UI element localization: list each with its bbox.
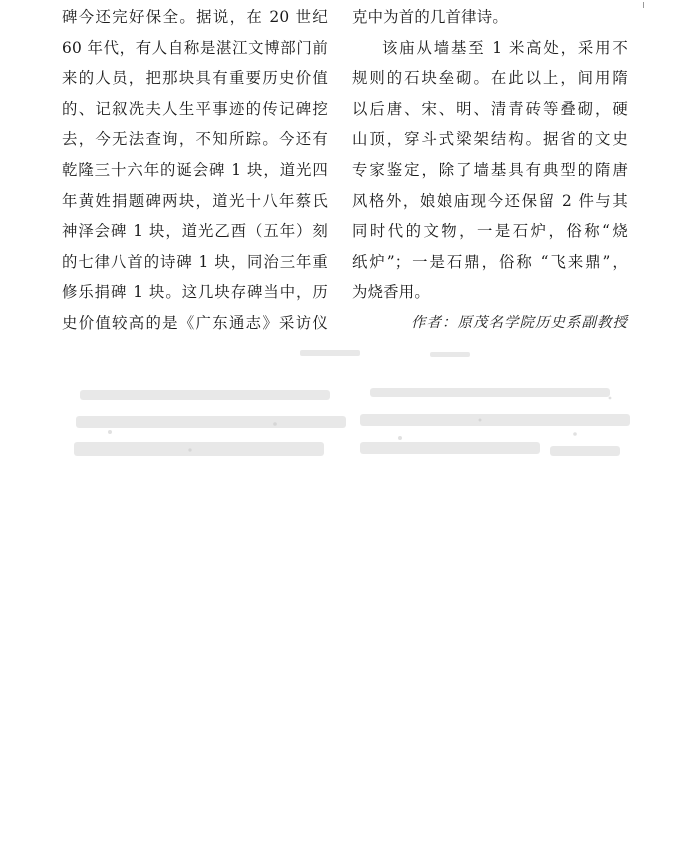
left-line-3: 来的人员，把那块具有重要历史价值	[62, 69, 328, 88]
right-line-4: 以后唐、宋、明、清青砖等叠砌，硬	[352, 99, 628, 118]
left-line-9: 的七律八首的诗碑 1 块，同治三年重	[62, 252, 328, 271]
left-line-4: 的、记叙冼夫人生平事迹的传记碑挖	[62, 99, 328, 118]
left-line-7: 年黄姓捐题碑两块，道光十八年蔡氏	[62, 191, 328, 210]
right-line-3: 规则的石块垒砌。在此以上，间用隋	[352, 69, 628, 88]
right-text-column	[352, 2, 628, 339]
left-line-6: 乾隆三十六年的诞会碑 1 块，道光四	[62, 160, 328, 179]
left-line-10: 修乐捐碑 1 块。这几块存碑当中，历	[62, 283, 328, 302]
faded-scan-residue	[70, 350, 640, 480]
left-line-8: 神泽会碑 1 块，道光乙酉（五年）刻	[62, 222, 328, 241]
left-line-11: 史价值较高的是《广东通志》采访仪	[62, 313, 328, 332]
left-text-column	[62, 2, 328, 339]
right-line-6: 专家鉴定，除了墙基具有典型的隋唐	[352, 160, 628, 179]
right-line-10: 为烧香用。	[352, 283, 430, 302]
right-line-2: 该庙从墙基至 1 米高处，采用不	[382, 38, 628, 57]
left-line-5: 去，今无法查询，不知所踪。今还有	[62, 130, 328, 149]
left-line-1: 碑今还完好保全。据说，在 20 世纪	[62, 8, 328, 26]
author-byline: 作者：原茂名学院历史系副教授	[411, 314, 628, 331]
right-line-8: 同时代的文物，一是石炉，俗称“烧	[352, 222, 628, 241]
left-line-2: 60 年代，有人自称是湛江文博部门前	[62, 38, 328, 57]
scan-corner-mark	[643, 2, 648, 8]
right-line-9: 纸炉”；一是石鼎，俗称 “飞来鼎”，	[352, 252, 628, 271]
right-line-1: 克中为首的几首律诗。	[352, 8, 508, 26]
right-line-7: 风格外，娘娘庙现今还保留 2 件与其	[352, 191, 628, 210]
right-line-5: 山顶，穿斗式梁架结构。据省的文史	[352, 130, 628, 149]
